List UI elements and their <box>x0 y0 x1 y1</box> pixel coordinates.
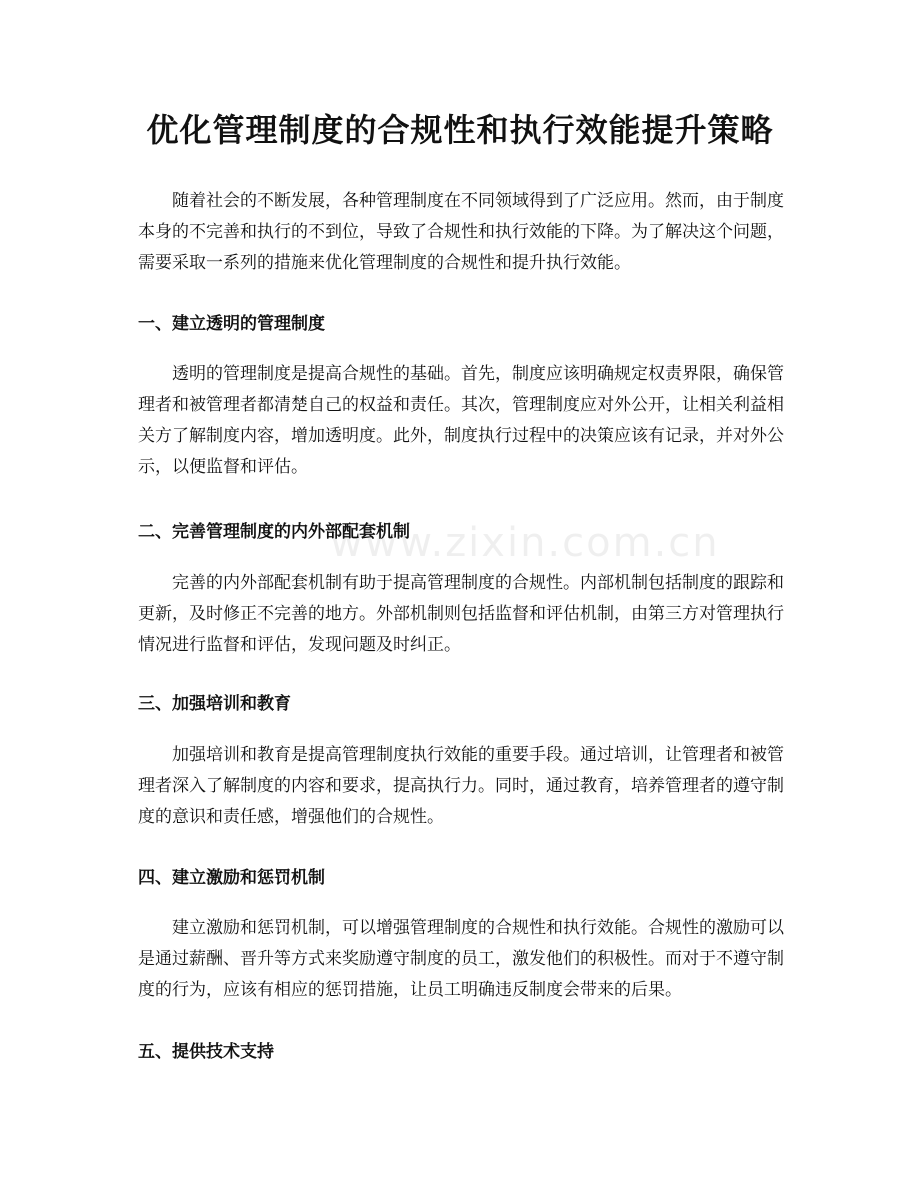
watermark: www.zixin.com.cn <box>330 520 720 566</box>
section-body-2: 完善的内外部配套机制有助于提高管理制度的合规性。内部机制包括制度的跟踪和更新，及时修正不完善的地方。外部机制则包括监督和评估机制，由第三方对管理执行情况进行监督和评估，发现问题及时纠正。 <box>138 573 784 655</box>
section-heading-4: 四、建立激励和惩罚机制 <box>138 868 325 888</box>
section-heading-2: 二、完善管理制度的内外部配套机制 <box>138 522 410 542</box>
document-title: 优化管理制度的合规性和执行效能提升策略 <box>146 111 774 149</box>
section-heading-5: 五、提供技术支持 <box>138 1042 274 1062</box>
section-body-4: 建立激励和惩罚机制，可以增强管理制度的合规性和执行效能。合规性的激励可以是通过薪酬、晋升等方式来奖励遵守制度的员工，激发他们的积极性。而对于不遵守制度的行为，应该有相应的惩罚措施，让员工明确违反制度会带来的后果。 <box>138 918 784 1000</box>
intro-paragraph: 随着社会的不断发展，各种管理制度在不同领域得到了广泛应用。然而，由于制度本身的不完善和执行的不到位，导致了合规性和执行效能的下降。为了解决这个问题，需要采取一系列的措施来优化管理制度的合规性和提升执行效能。 <box>138 191 784 273</box>
section-body-1: 透明的管理制度是提高合规性的基础。首先，制度应该明确规定权责界限，确保管理者和被管理者都清楚自己的权益和责任。其次，管理制度应对外公开，让相关利益相关方了解制度内容，增加透明度。此外，制度执行过程中的决策应该有记录，并对外公示，以便监督和评估。 <box>138 364 784 477</box>
section-heading-3: 三、加强培训和教育 <box>138 694 291 714</box>
section-heading-1: 一、建立透明的管理制度 <box>138 314 325 334</box>
section-body-3: 加强培训和教育是提高管理制度执行效能的重要手段。通过培训，让管理者和被管理者深入了解制度的内容和要求，提高执行力。同时，通过教育，培养管理者的遵守制度的意识和责任感，增强他们的合规性。 <box>138 745 784 827</box>
